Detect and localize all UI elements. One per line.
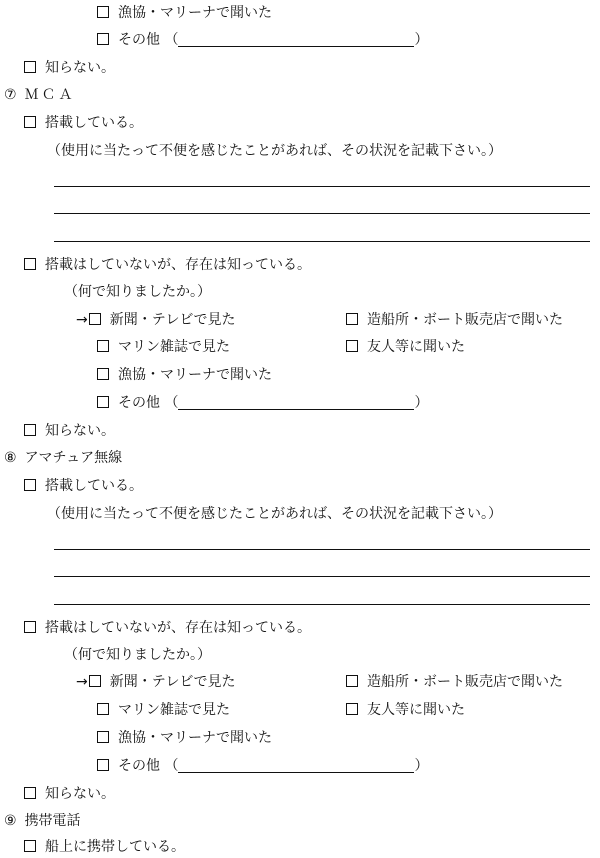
other-blank-field[interactable] — [178, 32, 414, 47]
ham-writing-line-3[interactable] — [54, 604, 590, 605]
section-8-heading: ⑧ アマチュア無線 — [4, 450, 123, 466]
mca-option-fishery[interactable]: 漁協・マリーナで聞いた — [97, 366, 272, 384]
ham-usage-note: （使用に当たって不便を感じたことがあれば、その状況を記載下さい。） — [47, 506, 502, 522]
mca-writing-line-1[interactable] — [54, 186, 590, 187]
checkbox[interactable] — [24, 116, 36, 128]
ham-option-friends[interactable]: 友人等に聞いた — [346, 701, 465, 719]
ham-installed-option[interactable]: 搭載している。 — [24, 477, 143, 495]
section-7-heading: ⑦ ＭＣＡ — [4, 87, 76, 103]
ham-how-known: （何で知りましたか。） — [64, 647, 211, 663]
checkbox[interactable] — [97, 396, 109, 408]
mobile-carried-option[interactable]: 船上に携帯している。 — [24, 838, 185, 856]
mca-usage-note: （使用に当たって不便を感じたことがあれば、その状況を記載下さい。） — [47, 143, 502, 159]
checkbox[interactable] — [97, 6, 109, 18]
ham-writing-line-2[interactable] — [54, 576, 590, 577]
checkbox[interactable] — [346, 340, 358, 352]
ham-option-other[interactable]: その他 （ ） — [97, 757, 428, 775]
checkbox[interactable] — [24, 621, 36, 633]
checkbox[interactable] — [97, 368, 109, 380]
mca-unknown-option[interactable]: 知らない。 — [24, 422, 115, 440]
mca-option-shipyard[interactable]: 造船所・ボート販売店で聞いた — [346, 311, 563, 329]
ham-option-fishery[interactable]: 漁協・マリーナで聞いた — [97, 729, 272, 747]
ham-option-newspaper-tv[interactable]: → 新聞・テレビで見た — [76, 674, 236, 690]
mca-aware-option[interactable]: 搭載はしていないが、存在は知っている。 — [24, 256, 311, 274]
other-blank-field[interactable] — [178, 395, 414, 410]
option-fishery-marina-top[interactable]: 漁協・マリーナで聞いた — [97, 4, 272, 22]
option-other-top[interactable]: その他 （ ） — [97, 31, 428, 49]
checkbox[interactable] — [97, 340, 109, 352]
checkbox[interactable] — [24, 479, 36, 491]
ham-option-magazine[interactable]: マリン雑誌で見た — [97, 701, 230, 719]
checkbox[interactable] — [97, 33, 109, 45]
ham-aware-option[interactable]: 搭載はしていないが、存在は知っている。 — [24, 619, 311, 637]
arrow-icon: → — [76, 674, 88, 690]
mca-option-magazine[interactable]: マリン雑誌で見た — [97, 338, 230, 356]
mca-how-known: （何で知りましたか。） — [64, 284, 211, 300]
ham-unknown-option[interactable]: 知らない。 — [24, 785, 115, 803]
other-blank-field[interactable] — [178, 758, 414, 773]
mca-option-newspaper-tv[interactable]: → 新聞・テレビで見た — [76, 312, 236, 328]
checkbox[interactable] — [24, 61, 36, 73]
ham-writing-line-1[interactable] — [54, 549, 590, 550]
mca-writing-line-3[interactable] — [54, 241, 590, 242]
checkbox[interactable] — [346, 313, 358, 325]
option-unknown-top[interactable]: 知らない。 — [24, 59, 115, 77]
ham-option-shipyard[interactable]: 造船所・ボート販売店で聞いた — [346, 673, 563, 691]
checkbox[interactable] — [346, 675, 358, 687]
checkbox[interactable] — [24, 424, 36, 436]
checkbox[interactable] — [97, 759, 109, 771]
checkbox[interactable] — [24, 840, 36, 852]
checkbox[interactable] — [89, 675, 101, 687]
checkbox[interactable] — [346, 703, 358, 715]
checkbox[interactable] — [97, 703, 109, 715]
mca-installed-option[interactable]: 搭載している。 — [24, 114, 143, 132]
checkbox[interactable] — [89, 313, 101, 325]
mca-option-other[interactable]: その他 （ ） — [97, 394, 428, 412]
checkbox[interactable] — [97, 731, 109, 743]
mca-option-friends[interactable]: 友人等に聞いた — [346, 338, 465, 356]
checkbox[interactable] — [24, 787, 36, 799]
section-9-heading: ⑨ 携帯電話 — [4, 813, 81, 829]
arrow-icon: → — [76, 312, 88, 328]
mca-writing-line-2[interactable] — [54, 213, 590, 214]
checkbox[interactable] — [24, 258, 36, 270]
